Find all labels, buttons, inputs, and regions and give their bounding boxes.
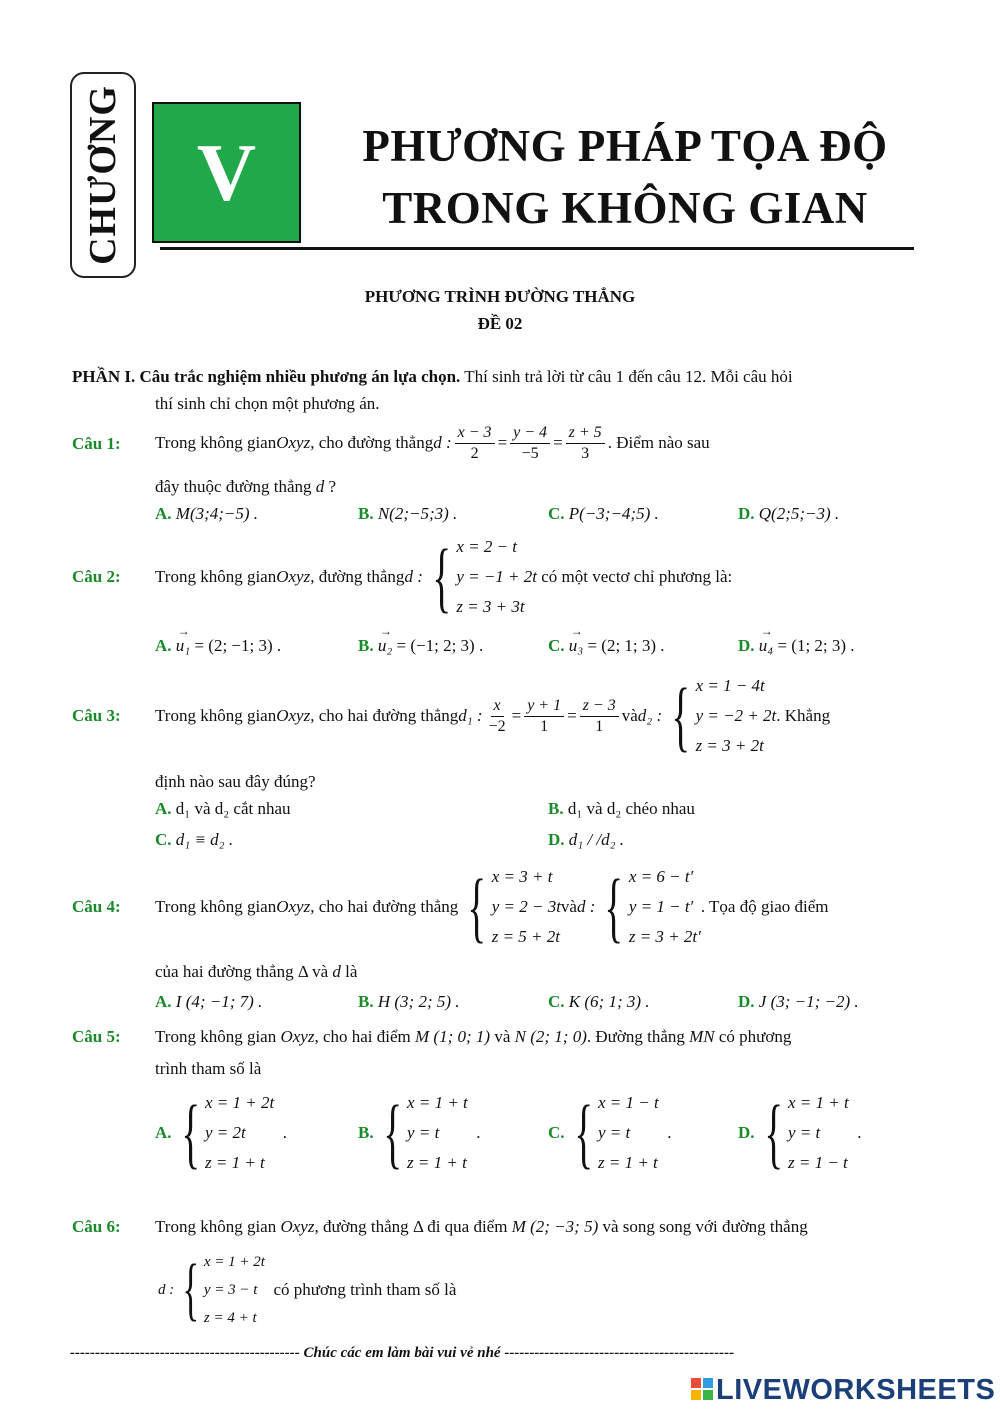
q1-stem: Trong không gian Oxyz , cho đường thẳng d : $\frac{x - 3}{2}$ = $\frac{y - 4}{-5}$ = $\frac{z + 5}{3}$ . Điểm nào sau [155,423,710,462]
footer-note: ---------------------------------------------- Chúc các em làm bài vui vẻ nhé ---------------------------------------------- [70,1345,735,1361]
q4-option-d[interactable]: D. J (3; −1; −2) . [738,992,859,1011]
q5-option-b[interactable]: B. { x = 1 + t y = t z = 1 + t . [358,1089,481,1176]
q3-option-c[interactable]: C. d₁ ≡ d₂ . [155,830,234,849]
q2-system: { x = 2 − t y = −1 + 2t z = 3 + 3t [432,533,537,620]
exam-number: ĐỀ 02 [477,314,523,333]
q4-label: Câu 4: [72,897,121,916]
page-title-line2: TRONG KHÔNG GIAN [382,183,868,233]
q5-label: Câu 5: [72,1027,121,1046]
q4-option-a[interactable]: A. I (4; −1; 7) . [155,992,263,1011]
q2-stem: Trong không gian Oxyz , đường thẳng d : { x = 2 − t y = −1 + 2t z = 3 + 3t có một vectơ chỉ phương là: [155,533,733,620]
q3-option-a[interactable]: A. d₁ và d₂ cắt nhau [155,799,291,818]
q1-label: Câu 1: [72,434,121,453]
q2-option-d[interactable]: D. → u₄ = (1; 2; 3) . [738,636,855,656]
q1-frac-y: $\frac{y - 4}{-5}$ [510,423,550,464]
q3-option-b[interactable]: B. d₁ và d₂ chéo nhau [548,799,695,818]
page-title-line1: PHƯƠNG PHÁP TỌA ĐỘ [362,121,888,171]
q4-option-b[interactable]: B. H (3; 2; 5) . [358,992,460,1011]
q2-label: Câu 2: [72,567,121,586]
q3-stem-cont: định nào sau đây đúng? [155,772,316,791]
q3-stem: Trong không gian Oxyz , cho hai đường thẳng d₁ : $\frac{x}{-2}$ = $\frac{y + 1}{1}$ = $\frac{z - 3}{1}$ và d₂ : { x = 1 − 4t y = −2 + 2t z = 3 + 2t . Khẳng [155,672,831,759]
q4-option-c[interactable]: C. K (6; 1; 3) . [548,992,650,1011]
q1-option-d[interactable]: D. Q(2;5;−3) . [738,504,840,523]
q2-option-b[interactable]: B. → u₂ = (−1; 2; 3) . [358,636,483,656]
liveworksheets-logo-icon [690,1377,714,1401]
q5-stem-cont: trình tham số là [155,1059,262,1078]
q4-system1: { x = 3 + t y = 2 − 3t z = 5 + 2t [467,863,561,950]
q3-option-d[interactable]: D. d₁ / /d₂ . [548,830,625,849]
q6-line: d : { x = 1 + 2t y = 3 − t z = 4 + t có phương trình tham số là [158,1251,457,1328]
liveworksheets-watermark: LIVEWORKSHEETS [716,1374,996,1406]
part1-intro: PHẦN I. Câu trắc nghiệm nhiều phương án lựa chọn. Thí sinh trả lời từ câu 1 đến câu 12. Mỗi câu hỏi [72,367,793,386]
title-divider [160,247,914,250]
chapter-number-box: V [152,102,301,243]
q5-option-a[interactable]: A. { x = 1 + 2t y = 2t z = 1 + t . [155,1089,287,1176]
q5-option-d[interactable]: D. { x = 1 + t y = t z = 1 − t . [738,1089,862,1176]
q5-option-c[interactable]: C. { x = 1 − t y = t z = 1 + t . [548,1089,672,1176]
q6-label: Câu 6: [72,1217,121,1236]
part1-intro-cont: thí sinh chỉ chọn một phương án. [155,394,380,413]
q3-system: { x = 1 − 4t y = −2 + 2t z = 3 + 2t [671,672,777,759]
q6-stem: Trong không gian Oxyz, đường thẳng Δ đi qua điểm M (2; −3; 5) và song song với đường thẳng [155,1217,808,1236]
doc-subtitle: PHƯƠNG TRÌNH ĐƯỜNG THẲNG [364,287,636,306]
q2-option-a[interactable]: A. → u₁ = (2; −1; 3) . [155,636,281,656]
q4-stem-cont: của hai đường thẳng Δ và d là [155,962,358,981]
q1-frac-x: $\frac{x - 3}{2}$ [455,423,495,464]
q1-option-c[interactable]: C. P(−3;−4;5) . [548,504,659,523]
q4-system2: { x = 6 − t′ y = 1 − t′ z = 3 + 2t′ [604,863,701,950]
q4-stem: Trong không gian Oxyz , cho hai đường thẳng { x = 3 + t y = 2 − 3t z = 5 + 2t và d : { x = 6 − t′ y = 1 − t′ z = 3 + 2t′ . Tọa độ giao điểm [155,863,829,950]
q5-stem: Trong không gian Oxyz, cho hai điểm M (1; 0; 1) và N (2; 1; 0). Đường thẳng MN có phương [155,1027,792,1046]
q1-option-a[interactable]: A. M(3;4;−5) . [155,504,259,523]
chapter-label: CHƯƠNG [82,85,124,265]
q1-option-b[interactable]: B. N(2;−5;3) . [358,504,458,523]
q1-frac-z: $\frac{z + 5}{3}$ [566,423,605,464]
q3-label: Câu 3: [72,706,121,725]
q1-stem-cont: đây thuộc đường thẳng d ? [155,477,337,496]
q2-option-c[interactable]: C. → u₃ = (2; 1; 3) . [548,636,665,656]
